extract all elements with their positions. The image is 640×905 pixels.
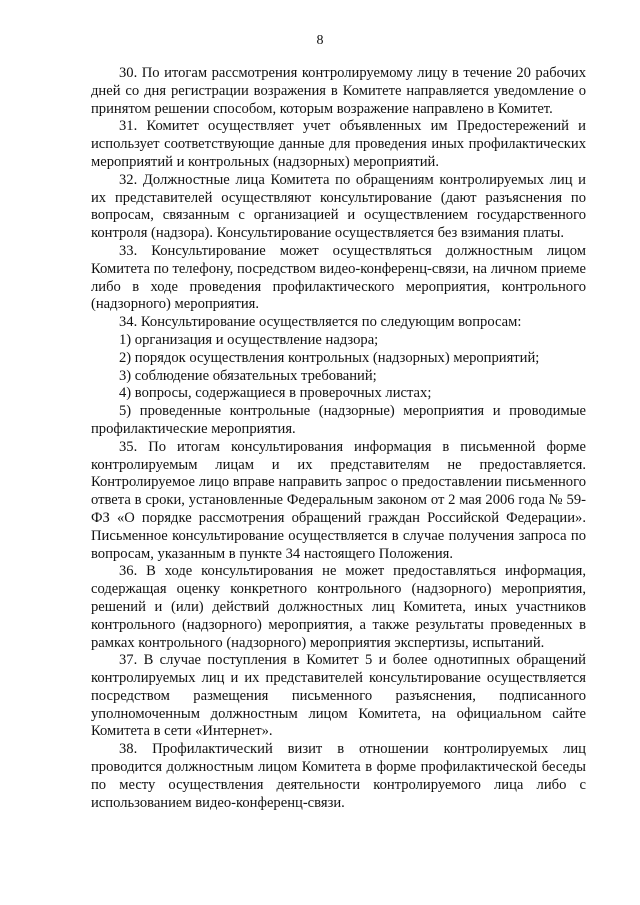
- list-item-3: 3) соблюдение обязательных требований;: [119, 367, 377, 384]
- list-item-1: 1) организация и осуществление надзора;: [119, 331, 379, 348]
- paragraph-38: 38. Профилактический визит в отношении контролируемых лиц проводится должностным лицом Комитета в форме профилактической беседы по месту осуществления деятельности контролируемого лица либо с использованием видео-конференц-связи.: [91, 741, 586, 811]
- paragraph-34: 34. Консультирование осуществляется по следующим вопросам:: [119, 314, 522, 331]
- list-item-4: 4) вопросы, содержащиеся в проверочных листах;: [119, 385, 432, 402]
- page-number: 8: [316, 33, 324, 48]
- list-item-2: 2) порядок осуществления контрольных (надзорных) мероприятий;: [119, 349, 540, 366]
- paragraph-32: 32. Должностные лица Комитета по обращениям контролируемых лиц и их представителей осуществляют консультирование (дают разъяснения по вопросам, связанным с организацией и осуществлением государственного контроля (надзора). Консультирование осуществляется без взимания платы.: [91, 171, 586, 242]
- paragraph-36: 36. В ходе консультирования не может предоставляться информация, содержащая оценку конкретного контрольного (надзорного) мероприятия, решений и (или) действий должностных лиц Комитета, иных участников контрольного (надзорного) мероприятия, а также результаты проведенных в рамках контрольного (надзорного) мероприятия экспертизы, испытаний.: [91, 563, 586, 651]
- paragraph-31: 31. Комитет осуществляет учет объявленных им Предостережений и использует соответствующие данные для проведения иных профилактических мероприятий и контрольных (надзорных) мероприятий.: [91, 118, 586, 170]
- list-item-5: 5) проведенные контрольные (надзорные) мероприятия и проводимые профилактические мероприятия.: [91, 403, 586, 437]
- paragraph-30: 30. По итогам рассмотрения контролируемому лицу в течение 20 рабочих дней со дня регистрации возражения в Комитете направляется уведомление о принятом решении способом, которым возражение направлено в Комитет.: [91, 65, 586, 117]
- paragraph-37: 37. В случае поступления в Комитет 5 и более однотипных обращений контролируемых лиц и их представителей консультирование осуществляется посредством размещения письменного разъяснения, подписанного уполномоченным должностным лицом Комитета, на официальном сайте Комитета в сети «Интернет».: [91, 652, 586, 740]
- paragraph-33: 33. Консультирование может осуществляться должностным лицом Комитета по телефону, посредством видео-конференц-связи, на личном приеме либо в ходе проведения профилактического мероприятия, контрольного (надзорного) мероприятия.: [91, 242, 586, 313]
- paragraph-35: 35. По итогам консультирования информация в письменной форме контролируемым лицам и их представителям не предоставляется. Контролируемое лицо вправе направить запрос о предоставлении письменного ответа в сроки, установленные Федеральным законом от 2 мая 2006 года № 59-ФЗ «О порядке рассмотрения обращений граждан Российской Федерации». Письменное консультирование осуществляется в случае получения запроса по вопросам, указанным в пункте 34 настоящего Положения.: [91, 438, 586, 562]
- document-body: [91, 65, 586, 812]
